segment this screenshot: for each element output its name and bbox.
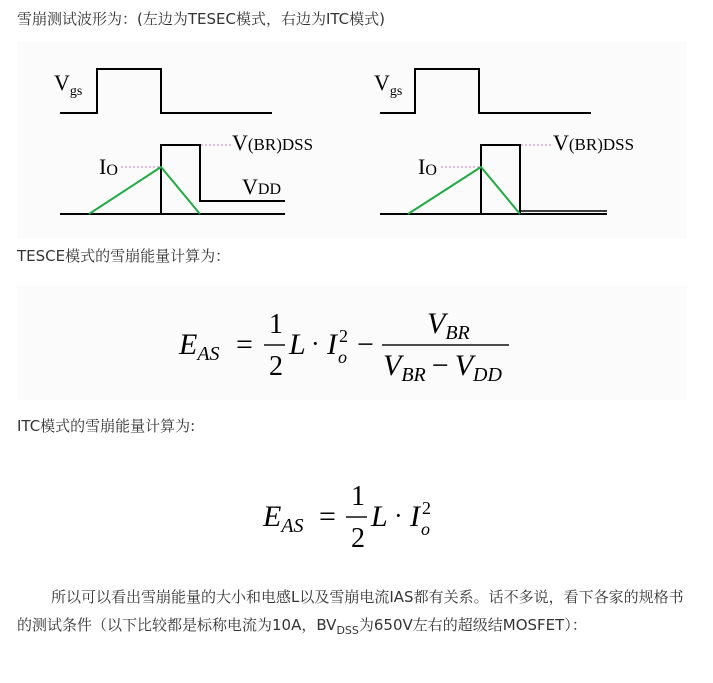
vdd-label-left: VDD (242, 174, 281, 199)
itc-formula (17, 458, 687, 564)
eas-symbol: $E_{AS}$ (179, 328, 220, 365)
waveform-figure (17, 42, 687, 238)
current-superscript-itc: 2 (422, 498, 431, 518)
equals-sign: = (236, 328, 253, 361)
vds-waveform-right (481, 145, 520, 214)
closing-text-after: 为650V左右的超级结MOSFET）： (358, 616, 587, 634)
fraction-denominator-itc: 2 (351, 523, 365, 554)
itc-waveform (374, 69, 634, 214)
inductance-symbol-itc: L (371, 500, 388, 533)
fraction-numerator: 1 (269, 309, 283, 340)
fraction-denominator-expr: $V_{BR} - V_{DD}$ (383, 349, 502, 386)
itc-formula-heading: ITC模式的雪崩能量计算为: (17, 417, 196, 435)
tesec-waveform (54, 69, 313, 214)
vbrdss-label-right: V(BR)DSS (553, 130, 635, 155)
current-subscript-itc: o (421, 519, 430, 539)
closing-text-before: 所以可以看出雪崩能量的大小和电感L以及雪崩电流IAS都有关系。话不多说，看下各家的规格书的测试条件（以下比较都是标称电流为10A，BV (17, 588, 684, 634)
tesec-formula-heading: TESCE模式的雪崩能量计算为： (17, 247, 231, 265)
vgs-label-right: $V_{gs}$ (374, 70, 403, 99)
closing-subscript: DSS (336, 624, 359, 637)
equals-sign-itc: = (319, 500, 336, 533)
itc-formula-panel (17, 458, 687, 564)
tesec-formula (17, 286, 687, 400)
fraction-denominator: 2 (269, 351, 283, 382)
current-symbol: I (327, 328, 337, 361)
closing-paragraph (17, 583, 693, 645)
inductance-symbol: L (289, 328, 306, 361)
current-subscript: o (338, 347, 347, 367)
current-superscript: 2 (339, 326, 348, 346)
io-label-right: IO (418, 154, 437, 179)
vgs-pulse-right (380, 69, 591, 113)
io-label-left: IO (99, 154, 118, 179)
eas-symbol-itc: $E_{AS}$ (263, 500, 304, 537)
fraction-numerator-vbr: $V_{BR}$ (427, 307, 470, 344)
vgs-label-left: $V_{gs}$ (54, 70, 83, 99)
multiply-dot-itc: · (394, 501, 403, 530)
multiply-dot: · (311, 329, 320, 358)
current-symbol-itc: I (410, 500, 420, 533)
tesec-formula-panel (17, 286, 687, 400)
waveform-heading: 雪崩测试波形为：(左边为TESEC模式，右边为ITC模式) (17, 10, 386, 28)
minus-sign: − (357, 328, 374, 361)
waveform-diagram (17, 42, 687, 238)
vbrdss-label-left: V(BR)DSS (232, 130, 314, 155)
vgs-pulse-left (60, 69, 272, 113)
vds-waveform-left (161, 145, 285, 214)
fraction-numerator-itc: 1 (351, 481, 365, 512)
